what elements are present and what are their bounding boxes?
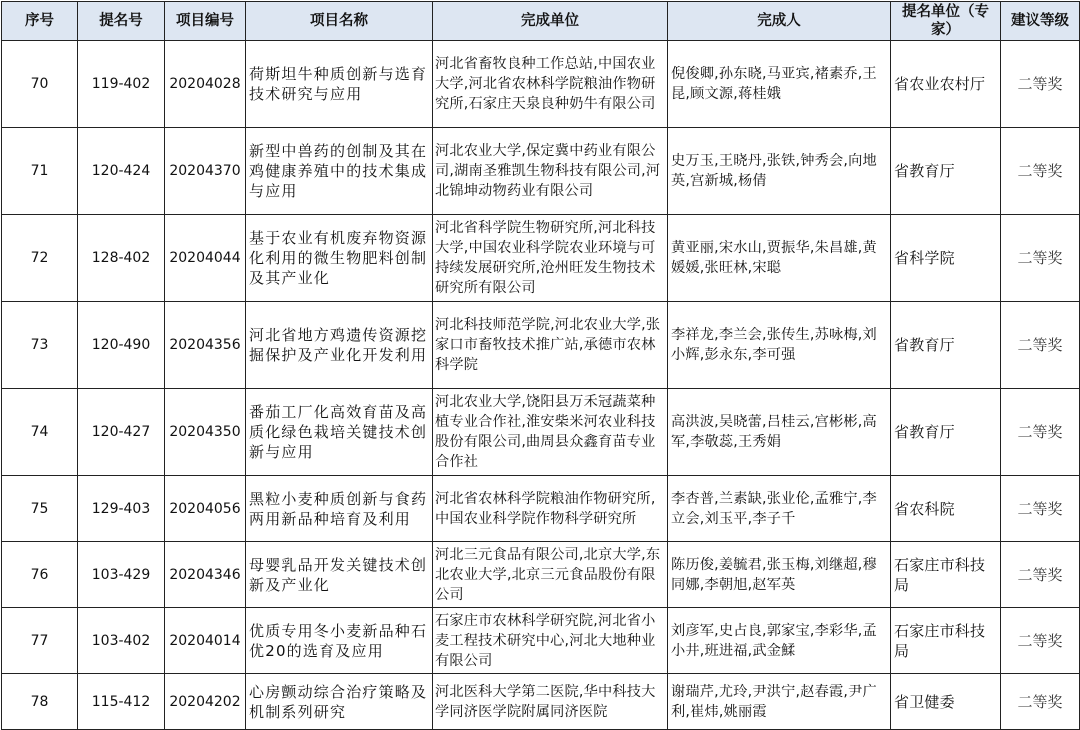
cell-project-name: 优质专用冬小麦新品种石优20的选育及应用 (246, 608, 433, 674)
cell-completing-unit: 河北省畜牧良种工作总站,中国农业大学,河北省农林科学院粮油作物研究所,石家庄天泉良种奶牛有限公司 (433, 41, 668, 128)
cell-project-name: 基于农业有机废弃物资源化利用的微生物肥料创制及其产业化 (246, 215, 433, 302)
cell-nominator: 省教育厅 (891, 389, 1001, 476)
cell-project-no: 20204370 (165, 128, 246, 215)
cell-completers: 李杏普,兰素缺,张业伦,孟雅宁,李立会,刘玉平,李子千 (668, 476, 891, 542)
cell-seq: 77 (2, 608, 78, 674)
cell-nomination-no: 120-427 (78, 389, 165, 476)
cell-nomination-no: 115-412 (78, 674, 165, 730)
cell-project-name: 新型中兽药的创制及其在鸡健康养殖中的技术集成与应用 (246, 128, 433, 215)
cell-level: 二等奖 (1001, 542, 1080, 608)
header-nomination-no: 提名号 (78, 2, 165, 41)
cell-completing-unit: 河北省农林科学院粮油作物研究所,中国农业科学院作物科学研究所 (433, 476, 668, 542)
cell-completers: 刘彦军,史占良,郭家宝,李彩华,孟小井,班进福,武金鰇 (668, 608, 891, 674)
cell-project-name: 荷斯坦牛种质创新与选育技术研究与应用 (246, 41, 433, 128)
cell-completers: 倪俊卿,孙东晓,马亚宾,褚素乔,王昆,顾文源,蒋桂娥 (668, 41, 891, 128)
cell-nominator: 省农业农村厅 (891, 41, 1001, 128)
cell-project-name: 番茄工厂化高效育苗及高质化绿色栽培关键技术创新与应用 (246, 389, 433, 476)
cell-seq: 78 (2, 674, 78, 730)
cell-nominator: 省农科院 (891, 476, 1001, 542)
cell-project-no: 20204202 (165, 674, 246, 730)
table-row (2, 608, 1080, 674)
cell-project-no: 20204056 (165, 476, 246, 542)
cell-nomination-no: 120-490 (78, 302, 165, 389)
header-project-no: 项目编号 (165, 2, 246, 41)
header-level: 建议等级 (1001, 2, 1080, 41)
cell-project-name: 黑粒小麦种质创新与食药两用新品种培育及利用 (246, 476, 433, 542)
cell-level: 二等奖 (1001, 389, 1080, 476)
cell-nomination-no: 103-402 (78, 608, 165, 674)
cell-nominator: 石家庄市科技局 (891, 608, 1001, 674)
cell-completing-unit: 河北农业大学,饶阳县万禾冠蔬菜种植专业合作社,淮安柴米河农业科技股份有限公司,曲周县众鑫育苗专业合作社 (433, 389, 668, 476)
cell-seq: 76 (2, 542, 78, 608)
table-row (2, 389, 1080, 476)
cell-project-name: 母婴乳品开发关键技术创新及产业化 (246, 542, 433, 608)
cell-level: 二等奖 (1001, 41, 1080, 128)
awards-table (1, 1, 1080, 730)
cell-completers: 高洪波,吴晓蕾,吕桂云,宫彬彬,高军,李敬蕊,王秀娟 (668, 389, 891, 476)
cell-nominator: 省教育厅 (891, 128, 1001, 215)
header-nominator: 提名单位（专家） (891, 2, 1001, 41)
cell-level: 二等奖 (1001, 608, 1080, 674)
cell-completing-unit: 河北三元食品有限公司,北京大学,东北农业大学,北京三元食品股份有限公司 (433, 542, 668, 608)
cell-completing-unit: 河北省科学院生物研究所,河北科技大学,中国农业科学院农业环境与可持续发展研究所,沧州旺发生物技术研究所有限公司 (433, 215, 668, 302)
header-completers: 完成人 (668, 2, 891, 41)
cell-project-no: 20204044 (165, 215, 246, 302)
cell-seq: 71 (2, 128, 78, 215)
table-row (2, 674, 1080, 730)
cell-nomination-no: 128-402 (78, 215, 165, 302)
cell-seq: 74 (2, 389, 78, 476)
cell-level: 二等奖 (1001, 128, 1080, 215)
table-row (2, 542, 1080, 608)
cell-completers: 谢瑞芹,尤玲,尹洪宁,赵春霞,尹广利,崔炜,姚丽霞 (668, 674, 891, 730)
header-completing-unit: 完成单位 (433, 2, 668, 41)
cell-project-no: 20204014 (165, 608, 246, 674)
header-seq: 序号 (2, 2, 78, 41)
cell-level: 二等奖 (1001, 302, 1080, 389)
cell-level: 二等奖 (1001, 674, 1080, 730)
cell-nominator: 石家庄市科技局 (891, 542, 1001, 608)
cell-project-name: 心房颤动综合治疗策略及机制系列研究 (246, 674, 433, 730)
table-row (2, 215, 1080, 302)
cell-completers: 黄亚丽,宋水山,贾振华,朱昌雄,黄媛媛,张旺林,宋聪 (668, 215, 891, 302)
table-row (2, 128, 1080, 215)
cell-completers: 李祥龙,李兰会,张传生,苏咏梅,刘小辉,彭永东,李可强 (668, 302, 891, 389)
table-row (2, 476, 1080, 542)
cell-nomination-no: 103-429 (78, 542, 165, 608)
cell-seq: 75 (2, 476, 78, 542)
cell-nominator: 省卫健委 (891, 674, 1001, 730)
cell-nominator: 省科学院 (891, 215, 1001, 302)
cell-seq: 73 (2, 302, 78, 389)
cell-nomination-no: 129-403 (78, 476, 165, 542)
cell-nomination-no: 120-424 (78, 128, 165, 215)
cell-nomination-no: 119-402 (78, 41, 165, 128)
table-row (2, 41, 1080, 128)
cell-level: 二等奖 (1001, 476, 1080, 542)
cell-project-no: 20204356 (165, 302, 246, 389)
cell-completers: 陈历俊,姜毓君,张玉梅,刘继超,穆同娜,李朝旭,赵军英 (668, 542, 891, 608)
cell-seq: 70 (2, 41, 78, 128)
cell-nominator: 省教育厅 (891, 302, 1001, 389)
cell-seq: 72 (2, 215, 78, 302)
table-row (2, 302, 1080, 389)
cell-project-no: 20204346 (165, 542, 246, 608)
cell-completing-unit: 石家庄市农林科学研究院,河北省小麦工程技术研究中心,河北大地种业有限公司 (433, 608, 668, 674)
header-project-name: 项目名称 (246, 2, 433, 41)
cell-completing-unit: 河北科技师范学院,河北农业大学,张家口市畜牧技术推广站,承德市农林科学院 (433, 302, 668, 389)
cell-level: 二等奖 (1001, 215, 1080, 302)
cell-project-name: 河北省地方鸡遗传资源挖掘保护及产业化开发利用 (246, 302, 433, 389)
cell-completing-unit: 河北农业大学,保定冀中药业有限公司,湖南圣雅凯生物科技有限公司,河北锦坤动物药业有限公司 (433, 128, 668, 215)
cell-completing-unit: 河北医科大学第二医院,华中科技大学同济医学院附属同济医院 (433, 674, 668, 730)
cell-project-no: 20204350 (165, 389, 246, 476)
header-row (2, 2, 1080, 41)
cell-completers: 史万玉,王晓丹,张铁,钟秀会,向地英,宫新城,杨倩 (668, 128, 891, 215)
cell-project-no: 20204028 (165, 41, 246, 128)
